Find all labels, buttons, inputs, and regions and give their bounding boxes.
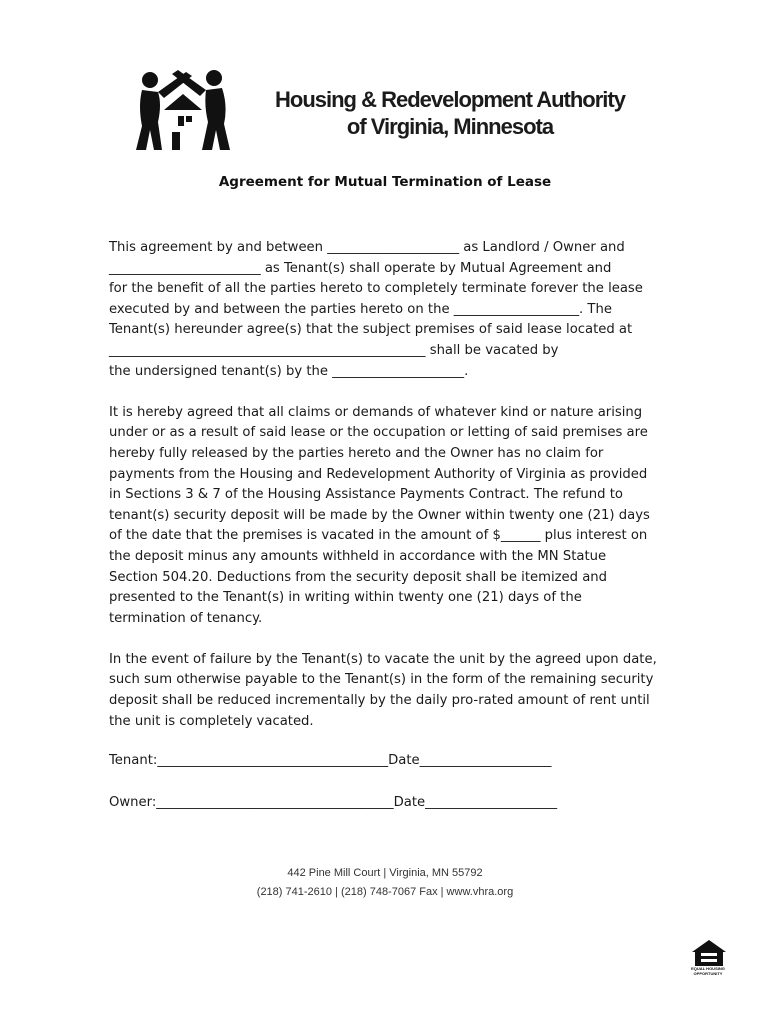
text-line: termination of tenancy. (109, 610, 263, 626)
text-line: the unit is completely vacated. (109, 713, 314, 729)
organization-name (240, 86, 660, 140)
text-line: for the benefit of all the parties hereto to completely terminate forever the lease (109, 281, 643, 297)
text-line: in Sections 3 & 7 of the Housing Assistance Payments Contract. The refund to (109, 487, 623, 503)
people-house-logo-icon (128, 66, 240, 152)
text-line: presented to the Tenant(s) in writing within twenty one (21) days of the (109, 590, 582, 606)
agreement-body (109, 238, 669, 753)
text-line: _______________________ as Tenant(s) shall operate by Mutual Agreement and (109, 260, 612, 276)
text-line: Section 504.20. Deductions from the security deposit shall be itemized and (109, 569, 608, 585)
text-line: executed by and between the parties hereto on the ___________________. The (109, 301, 612, 317)
footer-contact: (218) 741-2610 | (218) 748-7067 Fax | www.vhra.org (256, 886, 514, 898)
text-line: tenant(s) security deposit will be made by the Owner within twenty one (21) days (109, 507, 650, 523)
paragraph-parties (109, 238, 669, 382)
footer-address: 442 Pine Mill Court | Virginia, MN 55792 (287, 867, 483, 879)
text-line: the deposit minus any amounts withheld in accordance with the MN Statue (109, 548, 607, 564)
text-line: the undersigned tenant(s) by the ____________________. (109, 363, 469, 379)
tenant-signature-line[interactable]: Tenant:___________________________________Date____________________ (109, 753, 552, 768)
document-title: Agreement for Mutual Termination of Lease (218, 174, 552, 190)
text-line: This agreement by and between ____________________ as Landlord / Owner and (109, 240, 625, 255)
text-line: under or as a result of said lease or the occupation or letting of said premises are (109, 425, 648, 441)
text-line: ________________________________________________ shall be vacated by (109, 342, 559, 358)
text-line: Tenant(s) hereunder agree(s) that the subject premises of said lease located at (109, 322, 633, 338)
text-line: deposit shall be reduced incrementally by the daily pro-rated amount of rent until (109, 693, 650, 709)
organization-name-line2: of Virginia, Minnesota (346, 114, 554, 139)
organization-name-line1: Housing & Redevelopment Authority (275, 87, 625, 112)
paragraph-failure (109, 650, 669, 732)
text-line: hereby fully released by the parties hereto and the Owner has no claim for (109, 445, 604, 461)
owner-signature-line[interactable]: Owner:____________________________________Date____________________ (109, 795, 558, 810)
footer (0, 864, 770, 902)
equal-housing-label (683, 967, 733, 976)
text-line: such sum otherwise payable to the Tenant(s) in the form of the remaining security (109, 672, 654, 688)
text-line: In the event of failure by the Tenant(s) to vacate the unit by the agreed upon date, (109, 651, 657, 667)
text-line: payments from the Housing and Redevelopment Authority of Virginia as provided (109, 466, 648, 482)
text-line: It is hereby agreed that all claims or demands of whatever kind or nature arising (109, 404, 643, 420)
equal-housing-line1: EQUAL HOUSING (691, 966, 725, 971)
text-line: of the date that the premises is vacated in the amount of $______ plus interest on (109, 528, 648, 544)
paragraph-release (109, 403, 669, 630)
equal-housing-line2: OPPORTUNITY (693, 970, 723, 976)
